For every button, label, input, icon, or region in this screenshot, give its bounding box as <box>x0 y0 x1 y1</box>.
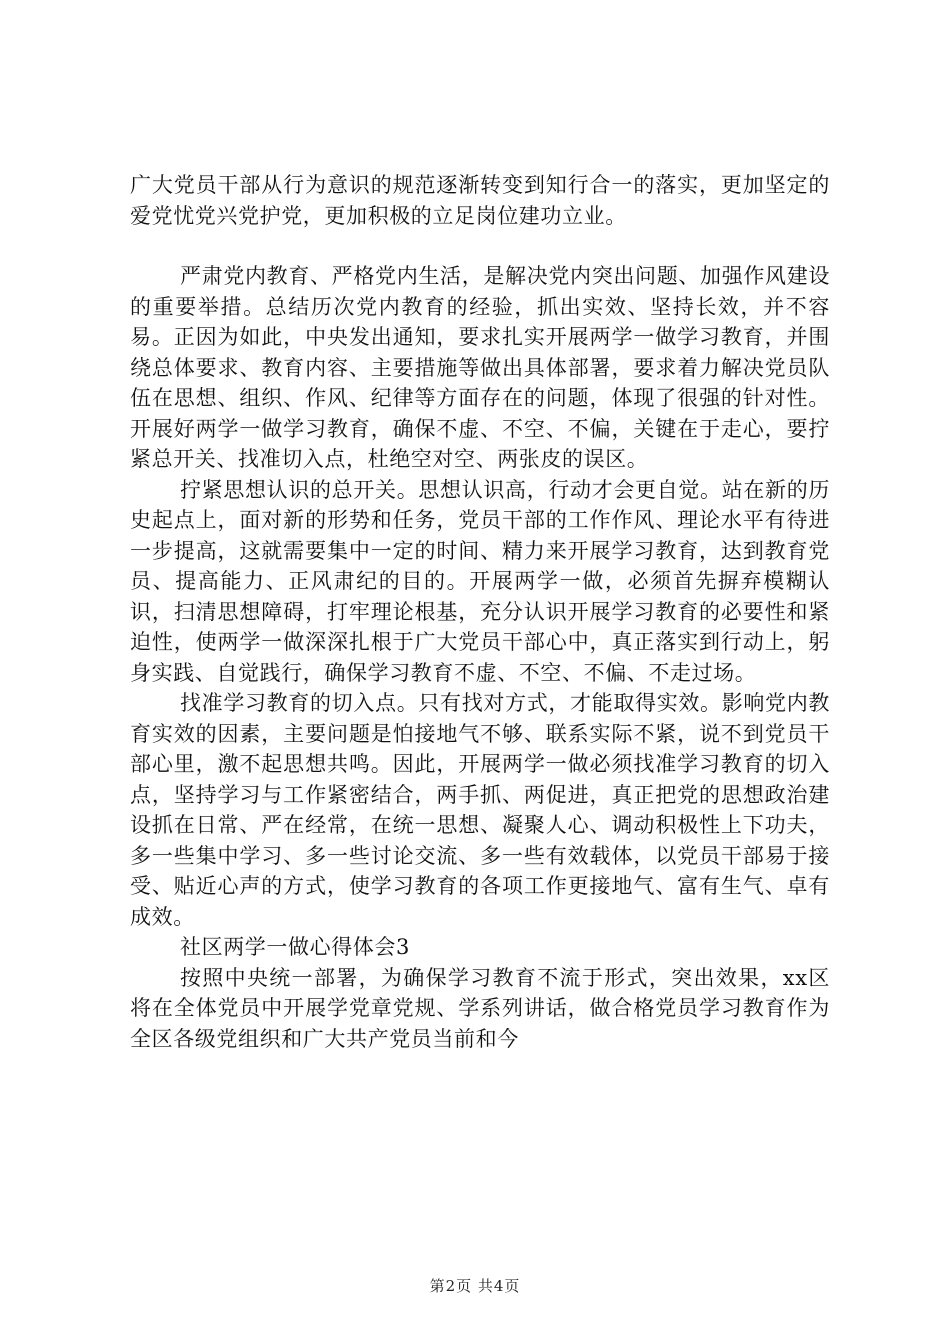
paragraph-district-plan: 按照中央统一部署，为确保学习教育不流于形式，突出效果，xx区将在全体党员中开展学党章党规、学系列讲话，做合格党员学习教育作为全区各级党组织和广大共产党员当前和今 <box>130 965 830 1051</box>
paragraph-continuation: 广大党员干部从行为意识的规范逐渐转变到知行合一的落实，更加坚定的爱党忧党兴党护党，更加积极的立足岗位建功立业。 <box>130 173 830 228</box>
paragraph-entry-point: 找准学习教育的切入点。只有找对方式，才能取得实效。影响党内教育实效的因素，主要问题是怕接地气不够、联系实际不紧，说不到党员干部心里，激不起思想共鸣。因此，开展两学一做必须找准学习教育的切入点，坚持学习与工作紧密结合，两手抓、两促进，真正把党的思想政治建设抓在日常、严在经常，在统一思想、凝聚人心、调动积极性上下功夫，多一些集中学习、多一些讨论交流、多一些有效载体，以党员干部易于接受、贴近心声的方式，使学习教育的各项工作更接地气、富有生气、卓有成效。 <box>130 691 830 929</box>
section-heading: 社区两学一做心得体会3 <box>180 935 410 959</box>
document-body <box>130 170 830 1054</box>
paragraph-party-education: 严肃党内教育、严格党内生活，是解决党内突出问题、加强作风建设的重要举措。总结历次党内教育的经验，抓出实效、坚持长效，并不容易。正因为如此，中央发出通知，要求扎实开展两学一做学习教育，并围绕总体要求、教育内容、主要措施等做出具体部署，要求着力解决党员队伍在思想、组织、作风、纪律等方面存在的问题，体现了很强的针对性。开展好两学一做学习教育，确保不虚、不空、不偏，关键在于走心，要拧紧总开关、找准切入点，杜绝空对空、两张皮的误区。 <box>130 264 830 471</box>
page-footer: 第2页 共4页 <box>429 1277 521 1295</box>
paragraph-master-switch: 拧紧思想认识的总开关。思想认识高，行动才会更自觉。站在新的历史起点上，面对新的形势和任务，党员干部的工作作风、理论水平有待进一步提高，这就需要集中一定的时间、精力来开展学习教育，达到教育党员、提高能力、正风肃纪的目的。开展两学一做，必须首先摒弃模糊认识，扫清思想障碍，打牢理论根基，充分认识开展学习教育的必要性和紧迫性，使两学一做深深扎根于广大党员干部心中，真正落实到行动上，躬身实践、自觉践行，确保学习教育不虚、不空、不偏、不走过场。 <box>130 477 830 685</box>
